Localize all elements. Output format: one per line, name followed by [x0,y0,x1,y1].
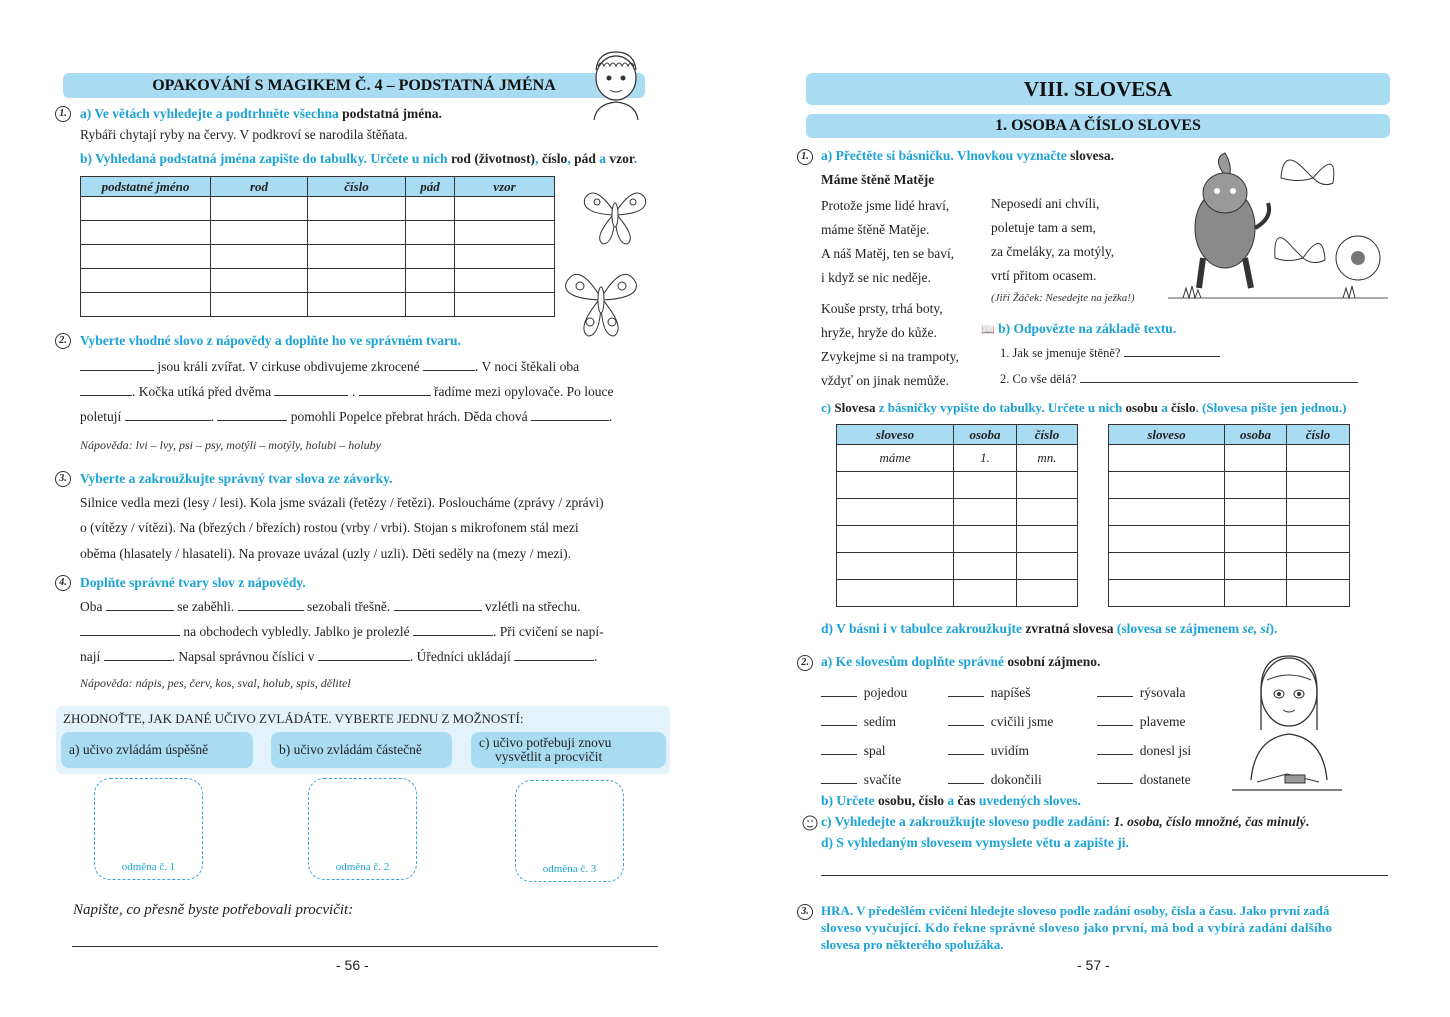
answer-blank[interactable] [948,714,984,726]
magik-character-illustration [586,48,646,120]
table-cell: 1. [954,445,1017,472]
exercise-2b-instruction: b) Určete osobu, číslo a čas uvedených sloves. [821,793,1081,808]
exercise-1a-instruction: a) Přečtěte si básničku. Vlnovkou vyznačte slovesa. [821,148,1114,163]
table-cell[interactable] [308,221,406,245]
table-cell[interactable] [1287,472,1350,499]
answer-blank[interactable] [394,599,482,611]
exercise-4-instruction: Doplňte správné tvary slov z nápovědy. [80,575,306,590]
exercise-2-line-2: . Kočka utíká před dvěma . řadíme mezi opylovače. Po louce [80,383,614,401]
answer-blank[interactable] [948,743,984,755]
answer-blank[interactable] [318,649,410,661]
table-cell[interactable] [1225,580,1287,607]
table-cell[interactable] [1109,580,1225,607]
exercise-2-line-1: jsou králi zvířat. V cirkuse obdivujeme zkrocené . V noci štěkali oba [80,358,579,376]
table-cell[interactable] [1017,472,1078,499]
exercise-number: 4. [55,575,71,591]
reward-box-1[interactable]: odměna č. 1 [94,778,203,880]
girl-writing-illustration [1227,650,1347,800]
table-row [837,553,1078,580]
answer-blank[interactable] [413,624,493,636]
option-a-button[interactable]: a) učivo zvládám úspěšně [61,732,253,768]
answer-blank[interactable] [423,359,475,371]
table-cell[interactable] [1109,499,1225,526]
exercise-number: 3. [797,904,813,920]
exercise-1b-instruction: b) Vyhledaná podstatná jména zapište do tabulky. Určete u nich rod (životnost), číslo, pád a vzor. [80,151,637,166]
exercise-3-line-2[interactable]: o (vítězy / vítězi). Na (březých / březích) rostou (vrby / vrbi). Stojan s mikrofonem stál mezi [80,520,579,535]
page-number: - 56 - [336,957,369,973]
table-cell[interactable] [954,472,1017,499]
table-cell[interactable] [1225,553,1287,580]
exercise-1a-instruction: a) Ve větách vyhledejte a podtrhněte všechna podstatná jména. [80,106,442,121]
table-row [837,526,1078,553]
table-row [81,293,555,317]
table-cell[interactable] [455,293,555,317]
answer-blank[interactable] [217,409,287,421]
table-cell[interactable] [837,499,954,526]
table-cell[interactable] [954,553,1017,580]
right-page [725,0,1450,1017]
table-cell[interactable] [1109,472,1225,499]
table-row [837,445,1078,472]
poem-verse-3[interactable]: Kouše prsty, trhá boty, hryže, hryže do kůže. Zvykejme si na trampoty, vždyť on jinak nemůže. [821,301,959,388]
table-cell[interactable] [455,221,555,245]
table-cell[interactable] [1017,526,1078,553]
reward-box-3[interactable]: odměna č. 3 [515,780,624,882]
table-cell[interactable] [455,269,555,293]
column-header: sloveso [1109,425,1225,445]
table-cell[interactable] [1287,553,1350,580]
table-cell[interactable] [837,553,954,580]
poem-author: (Jiří Žáček: Nesedejte na ježka!) [991,292,1135,304]
table-cell[interactable] [81,245,211,269]
column-header: číslo [1017,425,1078,445]
column-header: sloveso [837,425,954,445]
exercise-2-line-3: poletují . pomohli Popelce přebrat hrách. Děda chová . [80,409,613,424]
exercise-3-line-3[interactable]: oběma (hlasately / hlasateli). Na provaze uvázal (uzly / uzli). Děti seděly na (mezy / mezi). [80,546,572,561]
exercise-2a-instruction: a) Ke slovesům doplňte správné osobní zájmeno. [821,654,1101,669]
column-header: číslo [1287,425,1350,445]
answer-blank[interactable] [104,649,172,661]
exercise-1c-instruction: c) Slovesa z básničky vypište do tabulky. Určete u nich osobu a číslo. (Slovesa pište jen jednou.) [821,400,1347,415]
question-1: 1. Jak se jmenuje štěně? [1000,344,1220,362]
question-2: 2. Co vše dělá? [1000,370,1358,388]
butterfly-illustration [575,178,655,248]
table-cell[interactable] [1287,445,1350,472]
column-header: podstatné jméno [81,177,211,197]
table-cell[interactable] [455,245,555,269]
table-cell[interactable] [1109,553,1225,580]
exercise-3-instruction: Vyberte a zakroužkujte správný tvar slova ze závorky. [80,471,393,486]
page-number: - 57 - [1077,957,1110,973]
table-cell[interactable] [837,580,954,607]
practice-answer-line[interactable] [72,946,658,947]
exercise-number: 1. [797,149,813,165]
poem-verse-2[interactable]: Neposedí ani chvíli, poletuje tam a sem, za čmeláky, za motýly, vrtí přitom ocasem. [991,196,1115,283]
verb-table-left [836,424,1078,607]
exercise-2-instruction: Vyberte vhodné slovo z nápovědy a doplňte ho ve správném tvaru. [80,333,461,348]
table-cell[interactable] [211,245,308,269]
table-cell: máme [837,445,954,472]
exercise-4-line-3: nají . Napsal správnou číslici v . Úředníci ukládají . [80,649,598,664]
answer-blank[interactable] [948,685,984,697]
table-row [81,221,555,245]
answer-blank[interactable] [238,599,304,611]
table-cell[interactable] [455,197,555,221]
exercise-3-line-1[interactable]: Silnice vedla mezi (lesy / lesi). Kola jsme svázali (řetězy / řetězi). Posloucháme (zprávy / zprávi) [80,495,604,510]
table-cell[interactable] [954,580,1017,607]
table-row [837,499,1078,526]
answer-blank[interactable] [1097,685,1133,697]
chapter-title: VIII. SLOVESA [806,73,1390,105]
table-row [1109,445,1350,472]
table-cell[interactable] [308,269,406,293]
table-cell[interactable] [1109,526,1225,553]
column-header: číslo [308,177,406,197]
answer-blank[interactable] [80,624,180,636]
table-cell[interactable] [308,197,406,221]
column-header: osoba [954,425,1017,445]
table-row [1109,553,1350,580]
table-cell[interactable] [406,245,455,269]
table-cell[interactable] [81,293,211,317]
evaluation-title: ZHODNOŤTE, JAK DANÉ UČIVO ZVLÁDÁTE. VYBERTE JEDNU Z MOŽNOSTÍ: [63,711,524,726]
table-cell[interactable] [1109,445,1225,472]
table-cell[interactable] [837,472,954,499]
table-cell[interactable] [1225,526,1287,553]
exercise-number: 1. [55,106,71,122]
exercise-1d-instruction: d) V básni i v tabulce zakroužkujte zvratná slovesa (slovesa se zájmenem se, si). [821,621,1278,636]
table-header-row [1109,425,1350,445]
table-row [837,472,1078,499]
table-cell[interactable] [406,269,455,293]
answer-blank[interactable] [106,599,174,611]
exercise-4-line-1: Oba se zaběhli. sezobali třešně. vzlétli na střechu. [80,599,581,614]
table-cell[interactable] [1287,526,1350,553]
table-row [1109,472,1350,499]
answer-blank[interactable] [821,714,857,726]
table-cell[interactable] [954,499,1017,526]
answer-blank[interactable] [821,743,857,755]
table-header-row [837,425,1078,445]
table-row [1109,580,1350,607]
answer-blank[interactable] [1124,345,1220,357]
table-cell[interactable] [81,221,211,245]
table-cell[interactable] [308,293,406,317]
puppy-meadow-illustration [1163,148,1393,318]
table-cell[interactable] [1287,499,1350,526]
table-cell[interactable] [1225,472,1287,499]
page-title: OPAKOVÁNÍ S MAGIKEM Č. 4 – PODSTATNÁ JMÉNA [63,73,645,98]
poem-title: Máme štěně Matěje [821,172,935,187]
practice-prompt: Napište, co přesně byste potřebovali procvičit: [73,902,354,918]
answer-blank[interactable] [125,409,211,421]
exercise-1-sentence: Rybáři chytají ryby na červy. V podkroví se narodila štěňata. [80,127,408,142]
column-header: rod [211,177,308,197]
table-cell[interactable] [81,269,211,293]
table-cell[interactable] [1017,499,1078,526]
exercise-number: 2. [55,333,71,349]
table-cell[interactable] [837,526,954,553]
answer-blank[interactable] [80,359,154,371]
exercise-2c-instruction: c) Vyhledejte a zakroužkujte sloveso podle zadání: 1. osoba, číslo množné, čas minulý. [821,814,1310,829]
exercise-4-hint: Nápověda: nápis, pes, červ, kos, sval, holub, spis, dělitel [80,676,351,690]
verb-column-2: napíšeš cvičili jsme uvidím dokončili [948,678,1053,794]
sentence-answer-line[interactable] [821,875,1388,876]
table-row [81,269,555,293]
answer-blank[interactable] [1080,371,1358,383]
table-cell[interactable] [954,526,1017,553]
option-c-button[interactable]: c) učivo potřebuji znovu vysvětlit a procvičit [471,732,666,768]
section-title: 1. OSOBA A ČÍSLO SLOVES [806,114,1390,138]
answer-blank[interactable] [359,384,431,396]
answer-blank[interactable] [80,384,132,396]
table-cell[interactable] [1017,580,1078,607]
table-cell[interactable] [406,293,455,317]
thinking-icon [801,814,819,832]
book-icon: 📖 [981,324,995,336]
exercise-number: 2. [797,655,813,671]
table-cell[interactable] [1287,580,1350,607]
table-row [1109,526,1350,553]
butterfly-illustration [558,258,644,338]
table-row [81,245,555,269]
option-b-button[interactable]: b) učivo zvládám částečně [271,732,452,768]
answer-blank[interactable] [821,772,857,784]
answer-blank[interactable] [1097,714,1133,726]
verb-column-3: rýsovala plaveme donesl jsi dostanete [1097,678,1191,794]
table-row [1109,499,1350,526]
exercise-2d-instruction: d) S vyhledaným slovesem vymyslete větu a zapište ji. [821,835,1129,850]
column-header: pád [406,177,455,197]
reward-box-2[interactable]: odměna č. 2 [308,778,417,880]
answer-blank[interactable] [948,772,984,784]
table-cell[interactable] [211,269,308,293]
table-cell[interactable] [308,245,406,269]
verb-column-1: pojedou sedím spal svačíte [821,678,907,794]
answer-blank[interactable] [1097,743,1133,755]
answer-blank[interactable] [531,409,609,421]
exercise-3-line-2: sloveso vyučující. Kdo řekne správné sloveso jako první, má bod a vybírá zadání dalšího [821,920,1333,935]
table-cell[interactable] [211,197,308,221]
table-cell[interactable] [211,293,308,317]
table-cell[interactable] [1225,445,1287,472]
exercise-3-line-1: HRA. V předešlém cvičení hledejte sloveso podle zadání osoby, čísla a času. Jako první zadá [821,903,1330,918]
table-cell: mn. [1017,445,1078,472]
answer-blank[interactable] [1097,772,1133,784]
poem-verse-1[interactable]: Protože jsme lidé hraví, máme štěně Matěje. A náš Matěj, ten se baví, i když se nic neděje. [821,198,955,285]
exercise-3-line-3: slovesa pro některého spolužáka. [821,937,1004,952]
column-header: vzor [455,177,555,197]
table-header-row [81,177,555,197]
answer-blank[interactable] [514,649,594,661]
table-cell[interactable] [81,197,211,221]
table-row [837,580,1078,607]
exercise-4-line-2: na obchodech vybledly. Jablko je prolezlé . Při cvičení se napí- [80,623,604,641]
column-header: osoba [1225,425,1287,445]
answer-blank[interactable] [821,685,857,697]
table-cell[interactable] [1225,499,1287,526]
table-cell[interactable] [1017,553,1078,580]
exercise-number: 3. [55,471,71,487]
exercise-1b-instruction: 📖 b) Odpovězte na základě textu. [981,321,1177,336]
verb-table-right [1108,424,1350,607]
table-cell[interactable] [211,221,308,245]
table-cell[interactable] [406,197,455,221]
table-cell[interactable] [406,221,455,245]
noun-table [80,176,555,317]
exercise-2-hint: Nápověda: lvi – lvy, psi – psy, motýli – motýly, holubi – holuby [80,438,381,452]
table-row [81,197,555,221]
answer-blank[interactable] [274,384,348,396]
